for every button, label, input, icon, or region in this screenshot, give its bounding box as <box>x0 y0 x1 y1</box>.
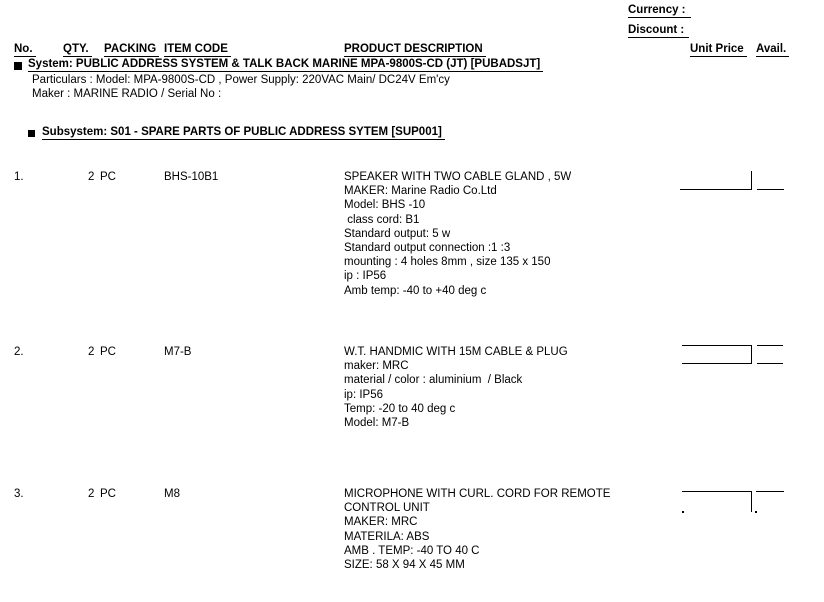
item-packing: PC <box>100 346 116 358</box>
description-line: W.T. HANDMIC WITH 15M CABLE & PLUG <box>344 346 568 358</box>
description-line: Temp: -20 to 40 deg c <box>344 402 456 415</box>
avail-field[interactable] <box>757 345 783 364</box>
subsystem-bullet-square-icon <box>28 130 35 137</box>
system-title: System: PUBLIC ADDRESS SYSTEM & TALK BACK MARINE MPA-9800S-CD (JT) [PUBADSJT] <box>28 58 543 72</box>
field-dot-mark <box>755 511 757 513</box>
item-qty: 2 <box>88 488 95 500</box>
field-dot-mark <box>682 511 684 513</box>
item-qty: 2 <box>88 346 95 358</box>
unit-price-field[interactable] <box>682 345 752 364</box>
description-line: maker: MRC <box>344 360 409 373</box>
description-line: Model: M7-B <box>344 417 410 430</box>
column-header-packing: PACKING <box>104 43 159 57</box>
column-header-item-code: ITEM CODE <box>164 43 231 57</box>
item-packing: PC <box>100 171 116 183</box>
item-description <box>344 487 610 572</box>
column-header-no: No. <box>14 43 36 57</box>
description-line: Standard output connection :1 :3 <box>344 242 511 255</box>
description-line: ip: IP56 <box>344 388 383 401</box>
item-description <box>344 170 571 298</box>
avail-field[interactable] <box>756 491 784 492</box>
description-line: material / color : aluminium / Black <box>344 374 523 387</box>
item-description <box>344 345 568 430</box>
column-header-qty: QTY. <box>63 43 92 57</box>
description-line: SPEAKER WITH TWO CABLE GLAND , 5W <box>344 171 572 183</box>
description-line: ip : IP56 <box>344 270 387 283</box>
item-no: 2. <box>14 346 24 358</box>
item-packing: PC <box>100 488 116 500</box>
item-code: M8 <box>164 488 180 500</box>
item-no: 3. <box>14 488 24 500</box>
description-line: Model: BHS -10 <box>344 199 426 212</box>
description-line: MAKER: Marine Radio Co.Ltd <box>344 185 497 198</box>
unit-price-avail-divider <box>751 171 752 190</box>
column-header-product-description: PRODUCT DESCRIPTION <box>344 43 486 57</box>
system-particulars: Particulars : Model: MPA-9800S-CD , Power Supply: 220VAC Main/ DC24V Em'cy <box>32 74 450 86</box>
description-line: Standard output: 5 w <box>344 227 451 240</box>
description-line: MAKER: MRC <box>344 516 418 529</box>
unit-price-field[interactable] <box>682 491 751 492</box>
system-maker: Maker : MARINE RADIO / Serial No : <box>32 88 222 100</box>
description-line: class cord: B1 <box>344 213 420 226</box>
description-line: Amb temp: -40 to +40 deg c <box>344 284 487 297</box>
unit-price-field[interactable] <box>680 189 752 190</box>
description-line: MICROPHONE WITH CURL. CORD FOR REMOTE <box>344 488 611 500</box>
description-line: MATERILA: ABS <box>344 530 430 543</box>
description-line: AMB . TEMP: -40 TO 40 C <box>344 544 480 557</box>
system-bullet-square-icon <box>14 62 22 70</box>
avail-field[interactable] <box>757 189 784 190</box>
column-header-avail: Avail. <box>756 43 789 57</box>
discount-label: Discount : <box>628 24 689 38</box>
subsystem-title: Subsystem: S01 - SPARE PARTS OF PUBLIC ADDRESS SYTEM [SUP001] <box>42 126 445 140</box>
item-code: M7-B <box>164 346 192 358</box>
unit-price-avail-divider <box>751 491 752 512</box>
currency-label: Currency : <box>628 4 691 18</box>
description-line: mounting : 4 holes 8mm , size 135 x 150 <box>344 256 551 269</box>
description-line: SIZE: 58 X 94 X 45 MM <box>344 559 465 572</box>
item-no: 1. <box>14 171 24 183</box>
item-code: BHS-10B1 <box>164 171 219 183</box>
description-line: CONTROL UNIT <box>344 502 430 515</box>
column-header-unit-price: Unit Price <box>690 43 747 57</box>
item-qty: 2 <box>88 171 95 183</box>
